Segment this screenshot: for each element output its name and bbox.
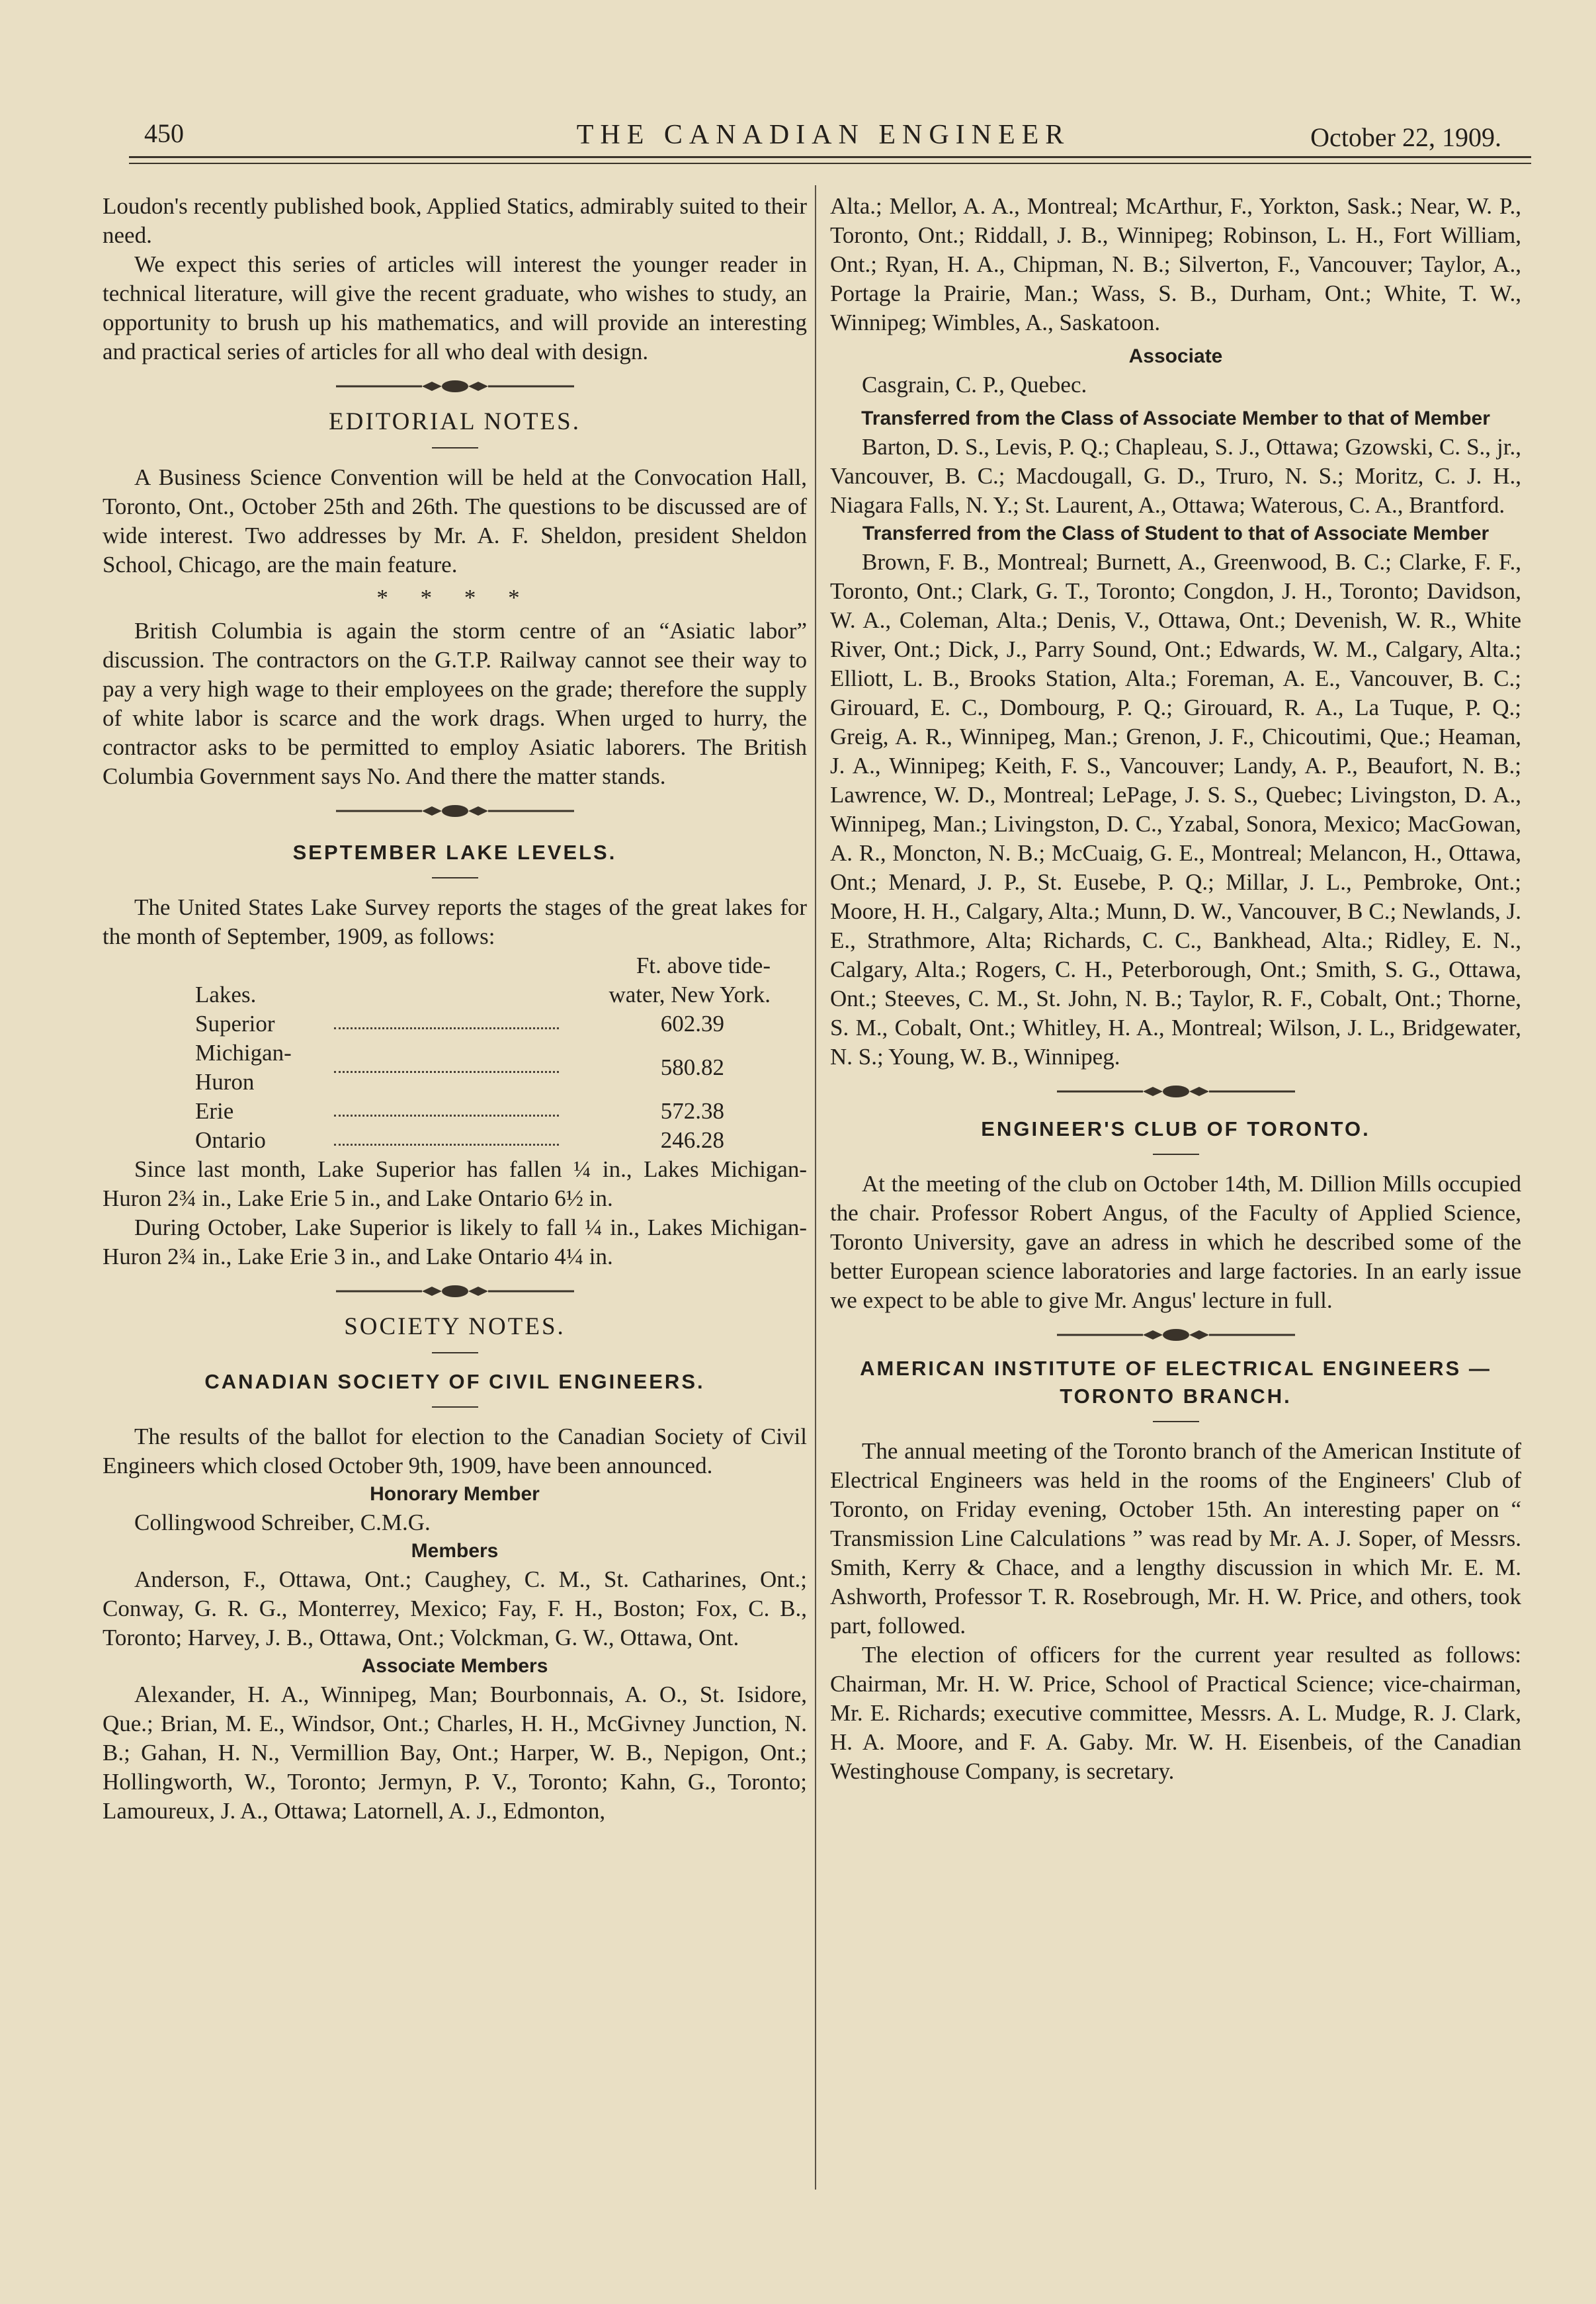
transfer-member-heading: Transferred from the Class of Associate Member to that of Member: [861, 407, 1490, 429]
associate-heading: Associate: [1128, 345, 1223, 367]
aiee-paragraph-2: The election of officers for the current year resulted as follows: Chairman, Mr. H. W. Price, School of Practical Science; vice-chairman, Mr. E. Richards; executive committee, Messrs. A. L. Mudge, R. J. Clark, H. A. Moore, and F. A. Gaby. Mr. W. H. Eisenbeis, of the Canadian Westinghouse Company, is secretary.: [830, 1642, 1521, 1784]
lake-levels-table: [129, 951, 771, 1155]
lake-levels-intro: The United States Lake Survey reports the stages of the great lakes for the month of September, 1909, as follows:: [103, 894, 807, 949]
short-rule: [432, 447, 478, 448]
issue-date: October 22, 1909.: [1310, 122, 1501, 152]
header-rule-bottom: [129, 163, 1531, 164]
table-row: [129, 1097, 771, 1126]
members-heading: Members: [411, 1540, 499, 1562]
page-header: [139, 116, 1508, 156]
editorial-notes-title: EDITORIAL NOTES.: [329, 408, 581, 435]
lake-name: Michigan-Huron: [195, 1040, 292, 1095]
aiee-title: AMERICAN INSTITUTE OF ELECTRICAL ENGINEERS —TORONTO BRANCH.: [860, 1357, 1491, 1408]
lake-name: Superior: [195, 1011, 275, 1037]
associate-members-text: Alexander, H. A., Winnipeg, Man; Bourbonnais, A. O., St. Isidore, Que.; Brian, M. E., Windsor, Ont.; Charles, H. H., McGivney Junction, N. B.; Gahan, H. N., Vermillion Bay, Ont.; Harper, W. B., Nepigon, Ont.; Hollingworth, W., Toronto; Jermyn, P. V., Toronto; Kahn, G., Toronto; Lamoureux, J. A., Ottawa; Latornell, A. J., Edmonton,: [103, 1682, 807, 1824]
section-stars: * * * *: [376, 585, 533, 611]
engineers-club-text: At the meeting of the club on October 14th, M. Dillion Mills occupied the chair. Professor Robert Angus, of the Faculty of Applied Science, Toronto University, gave an adress in which he described some of the better European science laboratories and large factories. In an early issue we expect to be able to give Mr. Angus' lecture in full.: [830, 1171, 1521, 1313]
short-rule: [432, 1406, 478, 1408]
society-notes-title: SOCIETY NOTES.: [344, 1313, 566, 1340]
table-header-row: [129, 980, 771, 1009]
transfer-associate-text: Brown, F. B., Montreal; Burnett, A., Greenwood, B. C.; Clarke, F. F., Toronto, Ont.; Clark, G. T., Toronto; Congdon, J. H., Toronto; Davidson, W. A., Coleman, Alta.; Denis, V., Ottawa, Ont.; Devenish, W. R., White River, Ont.; Dick, J., Parry Sound, Ont.; Edwards, W. M., Calgary, Alta.; Elliott, L. B., Brooks Station, Alta.; Foreman, A. E., Vancouver, B. C.; Girouard, E. C., Dombourg, P. Q.; Girouard, R. A., La Tuque, P. Q.; Greig, A. R., Winnipeg, Man.; Grenon, J. F., Chicoutimi, Que.; Heaman, J. A., Winnipeg; Keith, F. S., Vancouver; Landy, A. P., Beaufort, N. B.; Lawrence, W. D., Montreal; LePage, J. S. S., Quebec; Livingston, D. A., Winnipeg, Man.; Livingston, D. C., Yzabal, Sonora, Mexico; MacGowan, A. R., Moncton, N. B.; McCuaig, G. E., Montreal; Melancon, H., Ottawa, Ont.; Menard, J. P., St. Eusebe, P. Q.; Millar, J. L., Pembroke, Ont.; Moore, H. H., Calgary, Alta.; Munn, D. W., Vancouver, B C.; Newlands, J. E., Strathmore, Alta; Richards, C. C., Bankhead, Alta.; Ridley, E. N., Calgary, Alta.; Rogers, C. H., Peterborough, Ont.; Smith, S. G., Ottawa, Ont.; Steeves, C. M., St. John, N. B.; Taylor, R. F., Cobalt, Ont.; Thorne, S. M., Cobalt, Ont.; Whitley, H. A., Montreal; Wilson, J. L., Bridgewater, N. S.; Young, W. B., Winnipeg.: [830, 549, 1521, 1070]
transfer-member-text: Barton, D. S., Levis, P. Q.; Chapleau, S. J., Ottawa; Gzowski, C. S., jr., Vancouver, B. C.; Macdougall, G. D., Truro, N. S.; Moritz, C. J. H., Niagara Falls, N. Y.; St. Laurent, A., Ottawa; Waterous, C. A., Brantford.: [830, 434, 1521, 518]
table-row: [129, 1039, 771, 1097]
members-text: Anderson, F., Ottawa, Ont.; Caughey, C. M., St. Catharines, Ont.; Conway, G. R. G., Monterrey, Mexico; Fay, F. H., Boston; Fox, C. B., Toronto; Harvey, J. B., Ottawa, Ont.; Volckman, G. W., Ottawa, Ont.: [103, 1566, 807, 1650]
ornament-divider: [336, 1283, 574, 1299]
table-row: [129, 1126, 771, 1155]
editorial-paragraph-2: British Columbia is again the storm centre of an “Asiatic labor” discussion. The contractors on the G.T.P. Railway cannot see their way to pay a very high wage to their employees on the grade; therefore the supply of white labor is scarce and the work drags. When urged to hurry, the contractor asks to be permitted to employ Asiatic laborers. The British Columbia Government says No. And there the matter stands.: [103, 618, 807, 789]
editorial-paragraph-1: A Business Science Convention will be held at the Convocation Hall, Toronto, Ont., October 25th and 26th. The questions to be discussed are of wide interest. Two addresses by Mr. A. F. Sheldon, president Sheldon School, Chicago, are the main feature.: [103, 464, 807, 577]
lake-level: 246.28: [660, 1127, 724, 1153]
dot-leader: [334, 1019, 559, 1029]
intro-paragraph-2: We expect this series of articles will interest the younger reader in technical literature, will give the recent graduate, who wishes to study, an opportunity to brush up his mathematics, and will provide an interesting and practical series of articles for all who deal with design.: [103, 251, 807, 364]
lake-name: Erie: [195, 1098, 234, 1124]
ornament-divider: [1057, 1327, 1295, 1343]
ornament-divider: [336, 378, 574, 394]
csce-title: CANADIAN SOCIETY OF CIVIL ENGINEERS.: [204, 1370, 705, 1393]
engineers-club-title: ENGINEER'S CLUB OF TORONTO.: [981, 1117, 1370, 1140]
aiee-paragraph-1: The annual meeting of the Toronto branch of the American Institute of Electrical Engineers was held in the rooms of the Engineers' Club of Toronto, on Friday evening, October 15th. An interesting paper on “ Transmission Line Calculations ” was read by Mr. A. J. Soper, of Messrs. Smith, Kerry & Chace, and a lengthy discussion in which Mr. E. M. Ashworth, Professor T. R. Rosebrough, Mr. H. W. Price, and others, took part, followed.: [830, 1438, 1521, 1639]
short-rule: [1153, 1421, 1199, 1422]
ornament-divider: [336, 803, 574, 819]
dot-leader: [334, 1063, 559, 1073]
page-number: 450: [144, 118, 184, 148]
short-rule: [432, 1352, 478, 1353]
table-header-row: [129, 951, 771, 980]
short-rule: [1153, 1154, 1199, 1155]
lake-level: 572.38: [660, 1098, 724, 1124]
column-divider: [815, 185, 816, 2190]
associate-members-continued: Alta.; Mellor, A. A., Montreal; McArthur, F., Yorkton, Sask.; Near, W. P., Toronto, Ont.; Riddall, J. B., Winnipeg; Robinson, L. H., Fort William, Ont.; Ryan, H. A., Chipman, N. B.; Silverton, F., Vancouver; Taylor, A., Portage la Prairie, Man.; Wass, S. B., Durham, Ont.; White, T. W., Winnipeg; Wimbles, A., Saskatoon.: [830, 193, 1521, 335]
associate-text: Casgrain, C. P., Quebec.: [862, 372, 1087, 398]
honorary-member-text: Collingwood Schreiber, C.M.G.: [134, 1510, 431, 1535]
table-row: [129, 1009, 771, 1039]
lake-levels-title: SEPTEMBER LAKE LEVELS.: [292, 841, 617, 864]
ornament-divider: [1057, 1084, 1295, 1099]
lake-paragraph-1: Since last month, Lake Superior has fallen ¼ in., Lakes Michigan-Huron 2¾ in., Lake Erie 5 in., and Lake Ontario 6½ in.: [103, 1156, 807, 1211]
left-column: [103, 192, 807, 1826]
table-header-col2b: water, New York.: [609, 982, 771, 1007]
csce-intro: The results of the ballot for election to the Canadian Society of Civil Engineers which closed October 9th, 1909, have been announced.: [103, 1424, 807, 1478]
dot-leader: [334, 1136, 559, 1146]
lake-name: Ontario: [195, 1127, 266, 1153]
transfer-associate-heading: Transferred from the Class of Student to that of Associate Member: [862, 523, 1490, 544]
right-column: [830, 192, 1521, 1786]
lake-level: 580.82: [660, 1054, 724, 1080]
honorary-member-heading: Honorary Member: [370, 1483, 540, 1505]
table-header-col1: Lakes.: [195, 982, 257, 1007]
short-rule: [432, 877, 478, 878]
table-header-col2a: Ft. above tide-: [636, 953, 771, 978]
dot-leader: [334, 1107, 559, 1117]
lake-paragraph-2: During October, Lake Superior is likely to fall ¼ in., Lakes Michigan-Huron 2¾ in., Lake Erie 3 in., and Lake Ontario 4¼ in.: [103, 1215, 807, 1269]
publication-title: THE CANADIAN ENGINEER: [576, 120, 1071, 150]
header-rule-top: [129, 156, 1531, 158]
lake-level: 602.39: [660, 1011, 724, 1037]
associate-members-heading: Associate Members: [361, 1655, 548, 1677]
intro-paragraph-1: Loudon's recently published book, Applied Statics, admirably suited to their need.: [103, 193, 807, 248]
